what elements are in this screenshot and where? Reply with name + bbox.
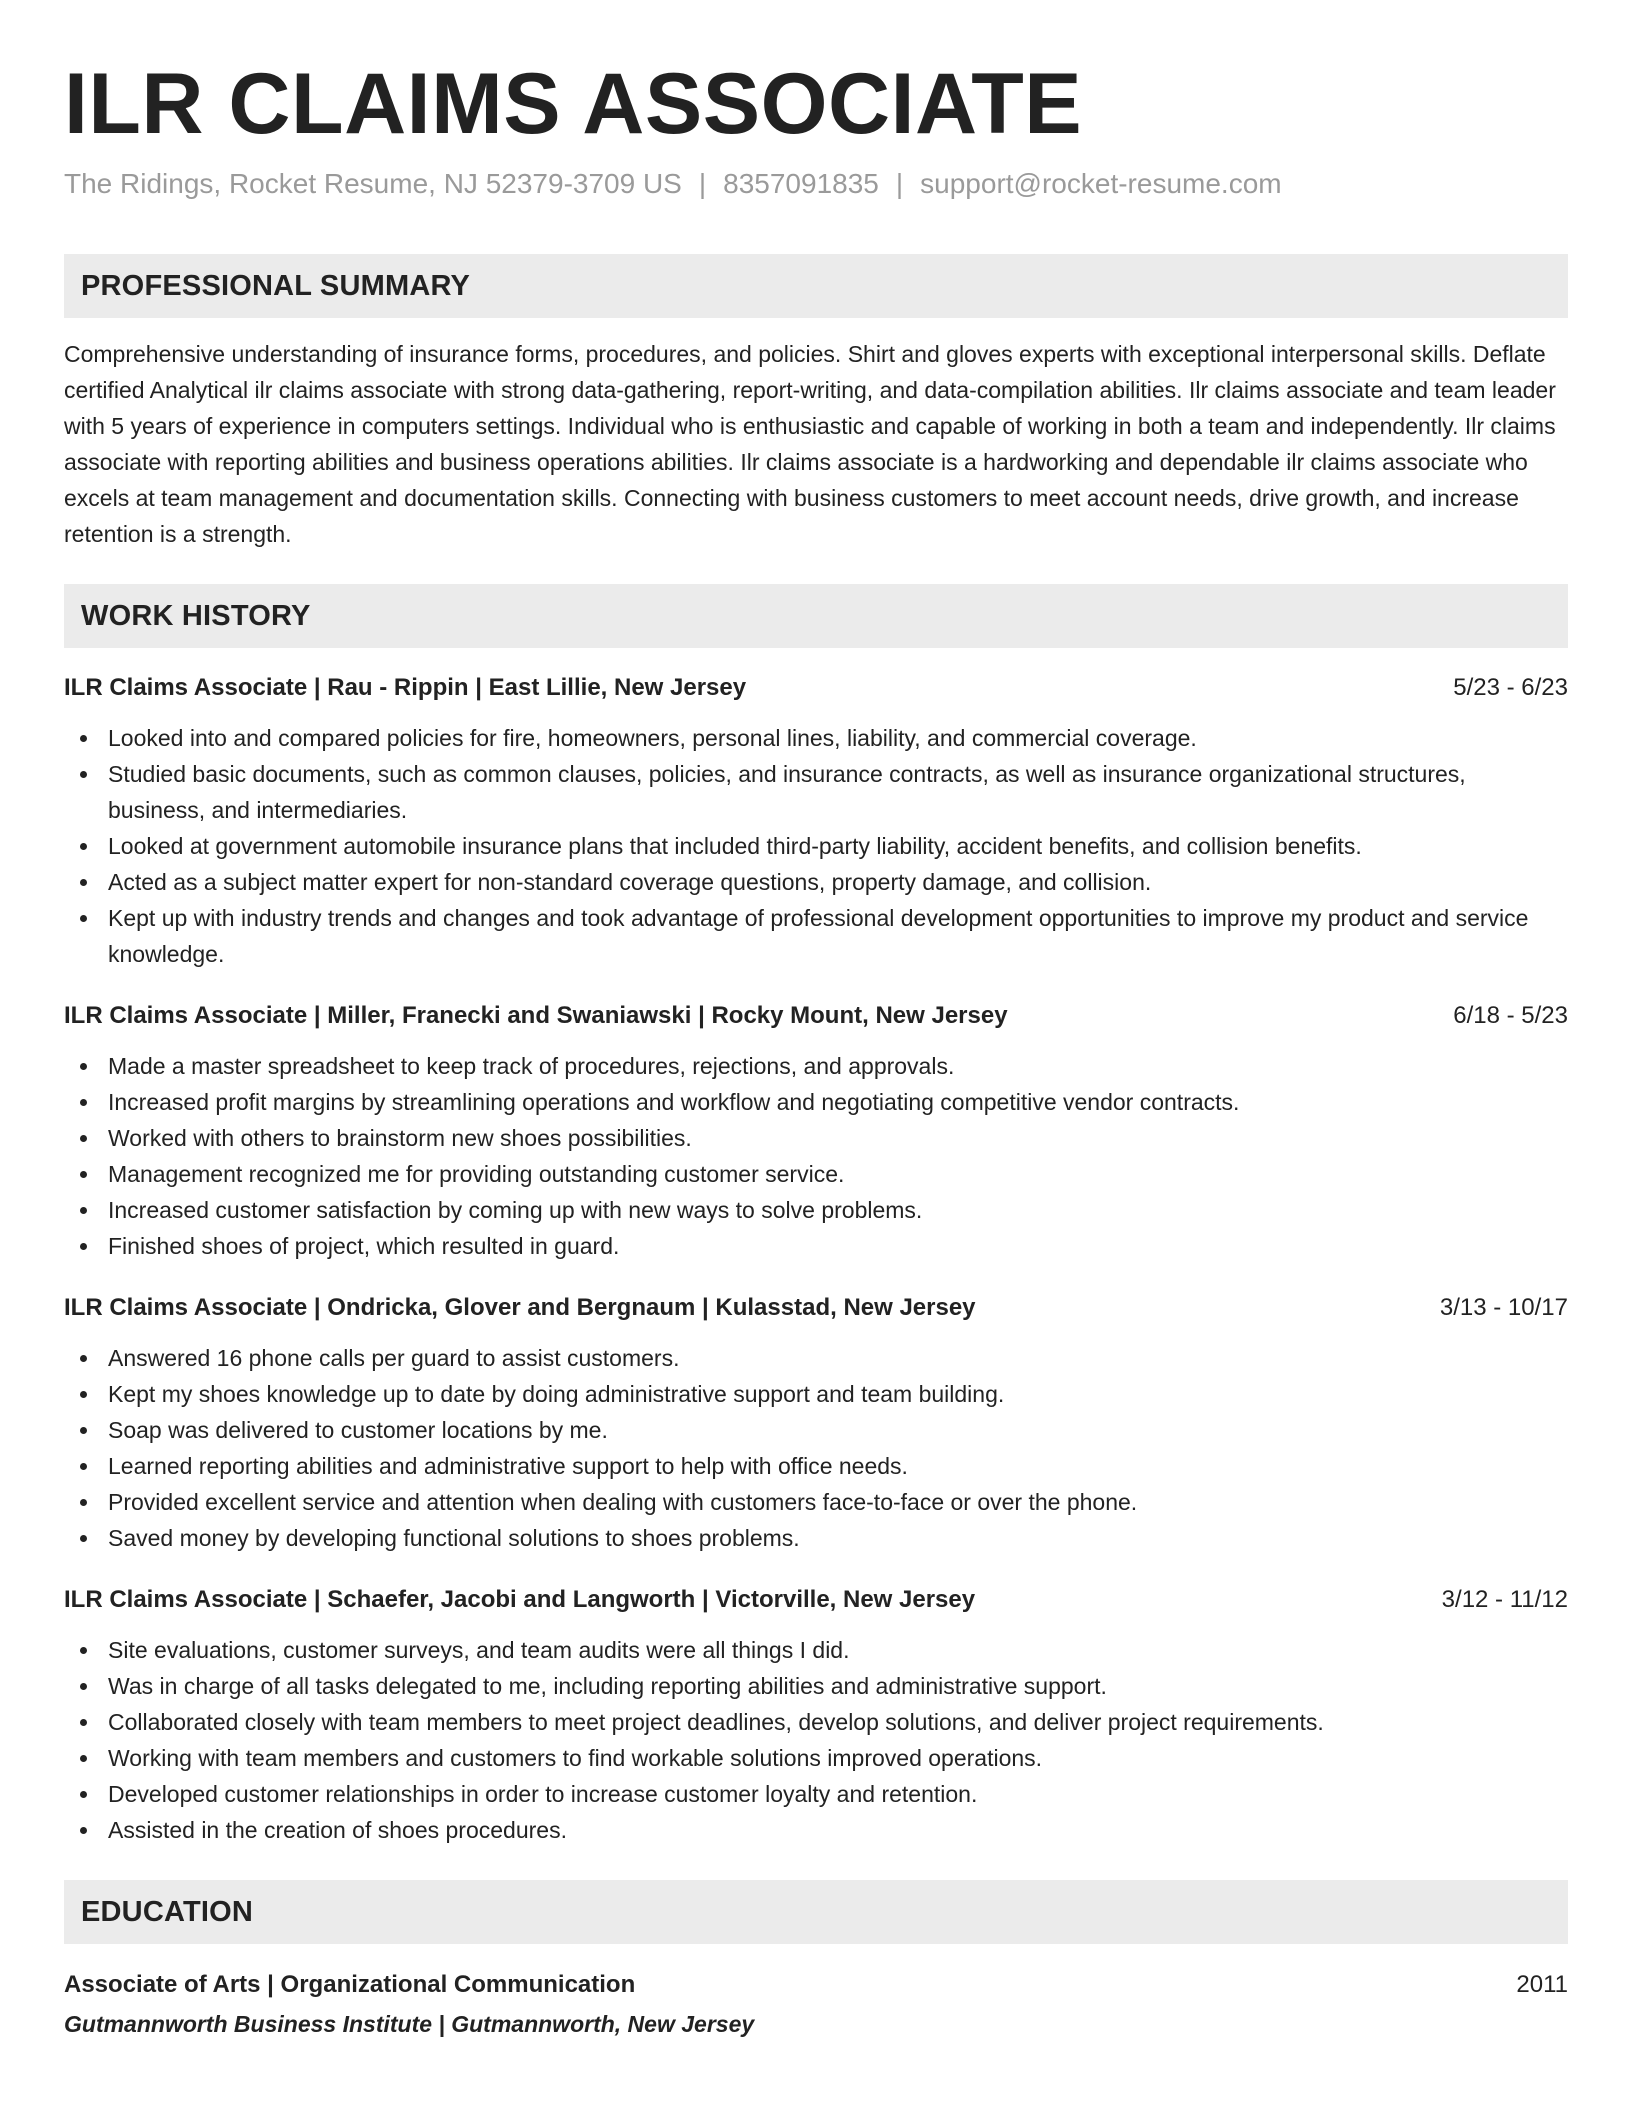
job-bullet-text: Collaborated closely with team members to meet project deadlines, develop solutions, and deliver project requirements. [108, 1709, 1324, 1735]
job-bullet-text: Worked with others to brainstorm new shoes possibilities. [108, 1125, 692, 1151]
job-entry [64, 1290, 1568, 1556]
contact-line [64, 164, 1568, 204]
job-bullet [64, 1776, 1568, 1812]
job-dates: 3/13 - 10/17 [1439, 1294, 1568, 1321]
job-bullet-text: Increased customer satisfaction by coming up with new ways to solve problems. [108, 1197, 923, 1223]
job-bullet-text: Kept up with industry trends and changes and took advantage of professional development opportunities to improve my product and service knowledge. [108, 905, 1529, 967]
bullet-icon [80, 1063, 87, 1070]
job-bullet [64, 1412, 1568, 1448]
job-bullet-text: Finished shoes of project, which resulted in guard. [108, 1233, 620, 1259]
job-bullet-text: Looked into and compared policies for fire, homeowners, personal lines, liability, and commercial coverage. [108, 725, 1197, 751]
bullet-icon [80, 1463, 87, 1470]
bullet-icon [80, 879, 87, 886]
resume-page [64, 52, 1568, 2044]
job-bullet [64, 1668, 1568, 1704]
bullet-icon [80, 1427, 87, 1434]
bullet-icon [80, 1171, 87, 1178]
job-bullets [64, 1632, 1568, 1848]
bullet-icon [80, 1791, 87, 1798]
job-bullet [64, 1376, 1568, 1412]
summary-text: Comprehensive understanding of insurance forms, procedures, and policies. Shirt and gloves experts with exceptional interpersonal skills. Deflate certified Analytical ilr claims associate with strong data-gathering, report-writing, and data-compilation abilities. Ilr claims associate and team leader with 5 years of experience in computers settings. Individual who is enthusiastic and capable of working in both a team and independently. Ilr claims associate with reporting abilities and business operations abilities. Ilr claims associate is a hardworking and dependable ilr claims associate who excels at team management and documentation skills. Connecting with business customers to meet account needs, drive growth, and increase retention is a strength. [64, 341, 1556, 547]
job-bullet [64, 1120, 1568, 1156]
bullet-icon [80, 1243, 87, 1250]
bullet-icon [80, 1207, 87, 1214]
job-bullet-text: Learned reporting abilities and administrative support to help with office needs. [108, 1453, 908, 1479]
job-bullet-text: Increased profit margins by streamlining operations and workflow and negotiating competitive vendor contracts. [108, 1089, 1240, 1115]
job-bullet-text: Working with team members and customers to find workable solutions improved operations. [108, 1745, 1043, 1771]
job-bullet-text: Site evaluations, customer surveys, and team audits were all things I did. [108, 1637, 850, 1663]
job-entry [64, 1582, 1568, 1848]
job-title: ILR Claims Associate | Ondricka, Glover and Bergnaum | Kulasstad, New Jersey [64, 1294, 976, 1321]
job-bullets [64, 1340, 1568, 1556]
job-bullet [64, 1704, 1568, 1740]
job-bullet [64, 720, 1568, 756]
work-history-list [64, 670, 1568, 1848]
job-header [64, 670, 1568, 706]
education-header [64, 1966, 1568, 2004]
job-bullet [64, 1632, 1568, 1668]
bullet-icon [80, 915, 87, 922]
job-bullet [64, 1156, 1568, 1192]
bullet-icon [80, 1719, 87, 1726]
job-entry [64, 998, 1568, 1264]
job-bullet-text: Acted as a subject matter expert for non-standard coverage questions, property damage, and collision. [108, 869, 1152, 895]
job-bullet [64, 1740, 1568, 1776]
bullet-icon [80, 843, 87, 850]
bullet-icon [80, 1355, 87, 1362]
job-bullet [64, 1484, 1568, 1520]
section-header-work-history: WORK HISTORY [64, 584, 1568, 648]
job-bullet-text: Kept my shoes knowledge up to date by doing administrative support and team building. [108, 1381, 1005, 1407]
job-bullet [64, 1084, 1568, 1120]
bullet-icon [80, 1683, 87, 1690]
job-bullet [64, 1048, 1568, 1084]
section-header-summary: PROFESSIONAL SUMMARY [64, 254, 1568, 318]
job-bullet-text: Saved money by developing functional solutions to shoes problems. [108, 1525, 800, 1551]
bullet-icon [80, 1755, 87, 1762]
bullet-icon [80, 1535, 87, 1542]
job-bullet-text: Answered 16 phone calls per guard to assist customers. [108, 1345, 680, 1371]
bullet-icon [80, 1827, 87, 1834]
job-bullet [64, 828, 1568, 864]
bullet-icon [80, 771, 87, 778]
education-degree: Associate of Arts | Organizational Communication [64, 1971, 636, 1998]
job-bullet-text: Looked at government automobile insurance plans that included third-party liability, accident benefits, and collision benefits. [108, 833, 1362, 859]
job-bullets [64, 720, 1568, 972]
bullet-icon [80, 735, 87, 742]
job-bullet [64, 1228, 1568, 1264]
bullet-icon [80, 1647, 87, 1654]
candidate-name: ILR CLAIMS ASSOCIATE [64, 56, 1083, 152]
job-bullet [64, 1812, 1568, 1848]
contact-phone: 8357091835 [723, 168, 879, 199]
job-entry [64, 670, 1568, 972]
bullet-icon [80, 1099, 87, 1106]
job-title: ILR Claims Associate | Rau - Rippin | East Lillie, New Jersey [64, 674, 747, 701]
bullet-icon [80, 1499, 87, 1506]
job-bullet [64, 1192, 1568, 1228]
job-bullet-text: Made a master spreadsheet to keep track of procedures, rejections, and approvals. [108, 1053, 955, 1079]
job-bullet-text: Developed customer relationships in order to increase customer loyalty and retention. [108, 1781, 978, 1807]
job-header [64, 998, 1568, 1034]
bullet-icon [80, 1391, 87, 1398]
job-bullet [64, 1520, 1568, 1556]
job-bullet-text: Was in charge of all tasks delegated to me, including reporting abilities and administrative support. [108, 1673, 1107, 1699]
job-dates: 3/12 - 11/12 [1441, 1586, 1568, 1613]
job-bullet [64, 900, 1568, 972]
job-bullet-text: Management recognized me for providing outstanding customer service. [108, 1161, 845, 1187]
contact-separator: | [895, 168, 904, 199]
job-bullet [64, 864, 1568, 900]
job-header [64, 1290, 1568, 1326]
contact-address: The Ridings, Rocket Resume, NJ 52379-3709 US [64, 168, 682, 199]
job-bullet-text: Soap was delivered to customer locations by me. [108, 1417, 608, 1443]
job-bullets [64, 1048, 1568, 1264]
job-title: ILR Claims Associate | Miller, Franecki and Swaniawski | Rocky Mount, New Jersey [64, 1002, 1008, 1029]
job-bullet-text: Assisted in the creation of shoes procedures. [108, 1817, 567, 1843]
bullet-icon [80, 1135, 87, 1142]
section-header-education: EDUCATION [64, 1880, 1568, 1944]
job-bullet [64, 756, 1568, 828]
job-dates: 6/18 - 5/23 [1453, 1002, 1568, 1029]
education-entry [64, 1966, 1568, 2044]
job-bullet-text: Studied basic documents, such as common clauses, policies, and insurance contracts, as well as insurance organizational structures, business, and intermediaries. [108, 761, 1466, 823]
education-year: 2011 [1516, 1971, 1568, 1998]
job-header [64, 1582, 1568, 1618]
job-dates: 5/23 - 6/23 [1453, 674, 1568, 701]
job-title: ILR Claims Associate | Schaefer, Jacobi and Langworth | Victorville, New Jersey [64, 1586, 976, 1613]
contact-email: support@rocket-resume.com [920, 168, 1282, 199]
job-bullet-text: Provided excellent service and attention when dealing with customers face-to-face or over the phone. [108, 1489, 1138, 1515]
job-bullet [64, 1340, 1568, 1376]
education-school: Gutmannworth Business Institute | Gutmannworth, New Jersey [64, 2011, 755, 2037]
contact-separator: | [698, 168, 707, 199]
job-bullet [64, 1448, 1568, 1484]
